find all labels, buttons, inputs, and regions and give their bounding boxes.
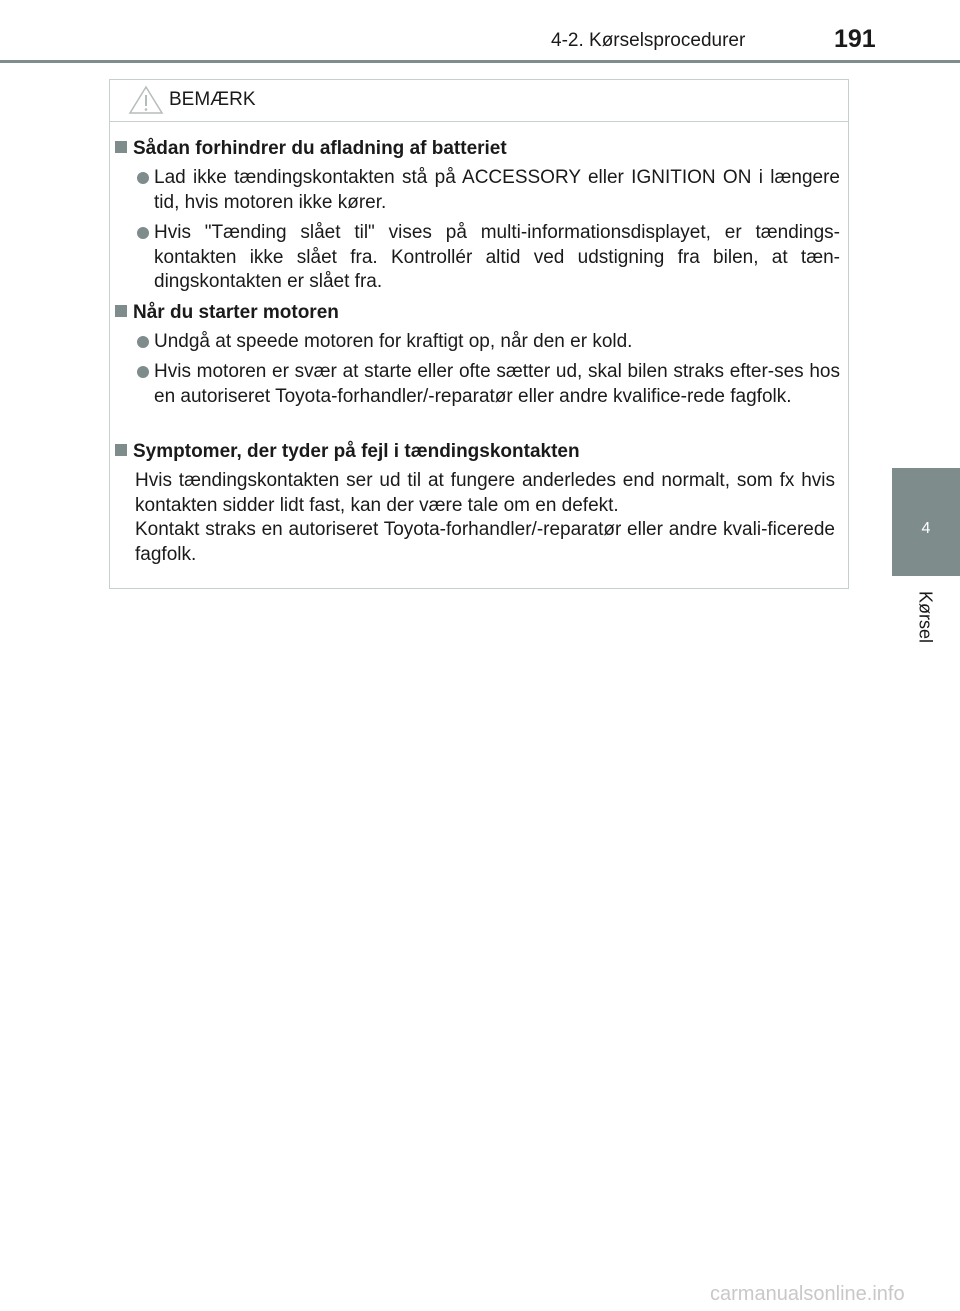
chapter-tab xyxy=(892,468,960,576)
section-heading: Sådan forhindrer du afladning af batteriet xyxy=(115,137,507,161)
list-item: Undgå at speede motoren for kraftigt op, når den er kold. xyxy=(154,330,840,355)
list-item: Hvis "Tænding slået til" vises på multi-informationsdisplayet, er tændings-kontakten ikke slået fra. Kontrollér altid ved udstigning fra bilen, at tæn-dingskontakten er slået fra. xyxy=(154,221,840,295)
watermark: carmanualsonline.info xyxy=(710,1283,905,1305)
circle-bullet-icon xyxy=(137,336,149,348)
notice-header xyxy=(110,80,848,122)
notice-box xyxy=(109,79,849,589)
notice-title: BEMÆRK xyxy=(169,89,256,110)
paragraph: Kontakt straks en autoriseret Toyota-forhandler/-reparatør eller andre kvali-ficerede fagfolk. xyxy=(135,519,835,565)
circle-bullet-icon xyxy=(137,366,149,378)
paragraph: Hvis tændingskontakten ser ud til at fungere anderledes end normalt, som fx hvis kontakten sidder lidt fast, kan der være tale om en defekt. xyxy=(135,470,835,516)
circle-bullet-icon xyxy=(137,172,149,184)
warning-triangle-icon xyxy=(128,85,164,115)
square-bullet-icon xyxy=(115,444,127,456)
square-bullet-icon xyxy=(115,141,127,153)
section-heading: Når du starter motoren xyxy=(115,301,339,325)
list-item: Hvis motoren er svær at starte eller ofte sætter ud, skal bilen straks efter-ses hos en autoriseret Toyota-forhandler/-reparatør eller andre kvalifice-rede fagfolk. xyxy=(154,360,840,409)
header-rule xyxy=(0,60,960,63)
list-item: Lad ikke tændingskontakten stå på ACCESSORY eller IGNITION ON i længere tid, hvis motoren ikke kører. xyxy=(154,166,840,215)
chapter-label: Kørsel xyxy=(915,590,936,644)
square-bullet-icon xyxy=(115,305,127,317)
section-title: 4-2. Kørselsprocedurer xyxy=(551,30,746,51)
circle-bullet-icon xyxy=(137,227,149,239)
chapter-number: 4 xyxy=(921,520,931,537)
section-heading: Symptomer, der tyder på fejl i tændingskontakten xyxy=(115,440,580,464)
page-number: 191 xyxy=(834,25,876,53)
